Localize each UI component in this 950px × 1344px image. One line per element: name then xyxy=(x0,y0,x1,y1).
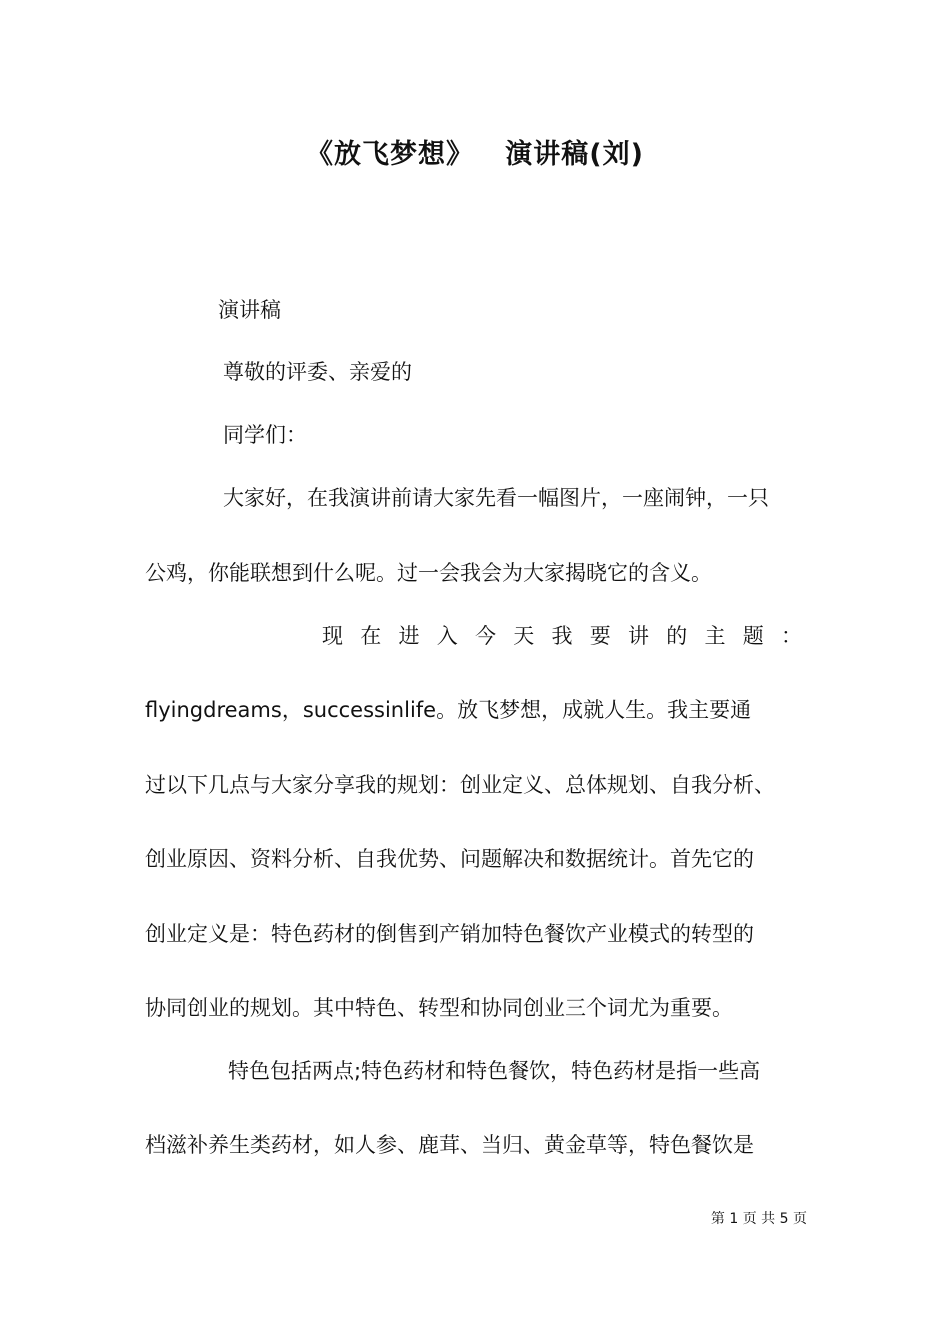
char: 主 xyxy=(704,624,726,648)
text-line-13: 档滋补养生类药材，如人参、鹿茸、当归、黄金草等，特色餐饮是 xyxy=(145,1133,754,1157)
text-line-5: 公鸡，你能联想到什么呢。过一会我会为大家揭晓它的含义。 xyxy=(145,561,712,585)
text-line-9: 创业原因、资料分析、自我优势、问题解决和数据统计。首先它的 xyxy=(145,847,754,871)
char: 入 xyxy=(436,624,458,648)
char: ： xyxy=(781,624,802,648)
text-line-6 xyxy=(322,622,802,650)
text-line-7: flyingdreams，successinlife。放飞梦想，成就人生。我主要通 xyxy=(145,698,752,722)
char: 要 xyxy=(589,624,611,648)
text-line-11: 协同创业的规划。其中特色、转型和协同创业三个词尤为重要。 xyxy=(145,996,733,1020)
char: 的 xyxy=(666,624,688,648)
char: 天 xyxy=(513,624,535,648)
text-line-4: 大家好，在我演讲前请大家先看一幅图片，一座闹钟，一只 xyxy=(223,486,769,510)
char: 题 xyxy=(742,624,764,648)
char: 现 xyxy=(322,624,343,648)
document-title: 《放飞梦想》 演讲稿(刘) xyxy=(306,139,644,170)
text-line-1: 演讲稿 xyxy=(218,298,281,322)
text-line-3: 同学们： xyxy=(223,423,307,447)
text-line-2: 尊敬的评委、亲爱的 xyxy=(223,360,412,384)
text-line-12: 特色包括两点;特色药材和特色餐饮，特色药材是指一些高 xyxy=(228,1059,761,1083)
text-line-8: 过以下几点与大家分享我的规划：创业定义、总体规划、自我分析、 xyxy=(145,773,775,797)
char: 讲 xyxy=(628,624,649,648)
char: 今 xyxy=(475,624,496,648)
page-number: 第 1 页 共 5 页 xyxy=(710,1211,807,1227)
char: 在 xyxy=(360,624,382,648)
char: 我 xyxy=(551,624,573,648)
text-line-10: 创业定义是：特色药材的倒售到产销加特色餐饮产业模式的转型的 xyxy=(145,922,754,946)
char: 进 xyxy=(398,624,420,648)
